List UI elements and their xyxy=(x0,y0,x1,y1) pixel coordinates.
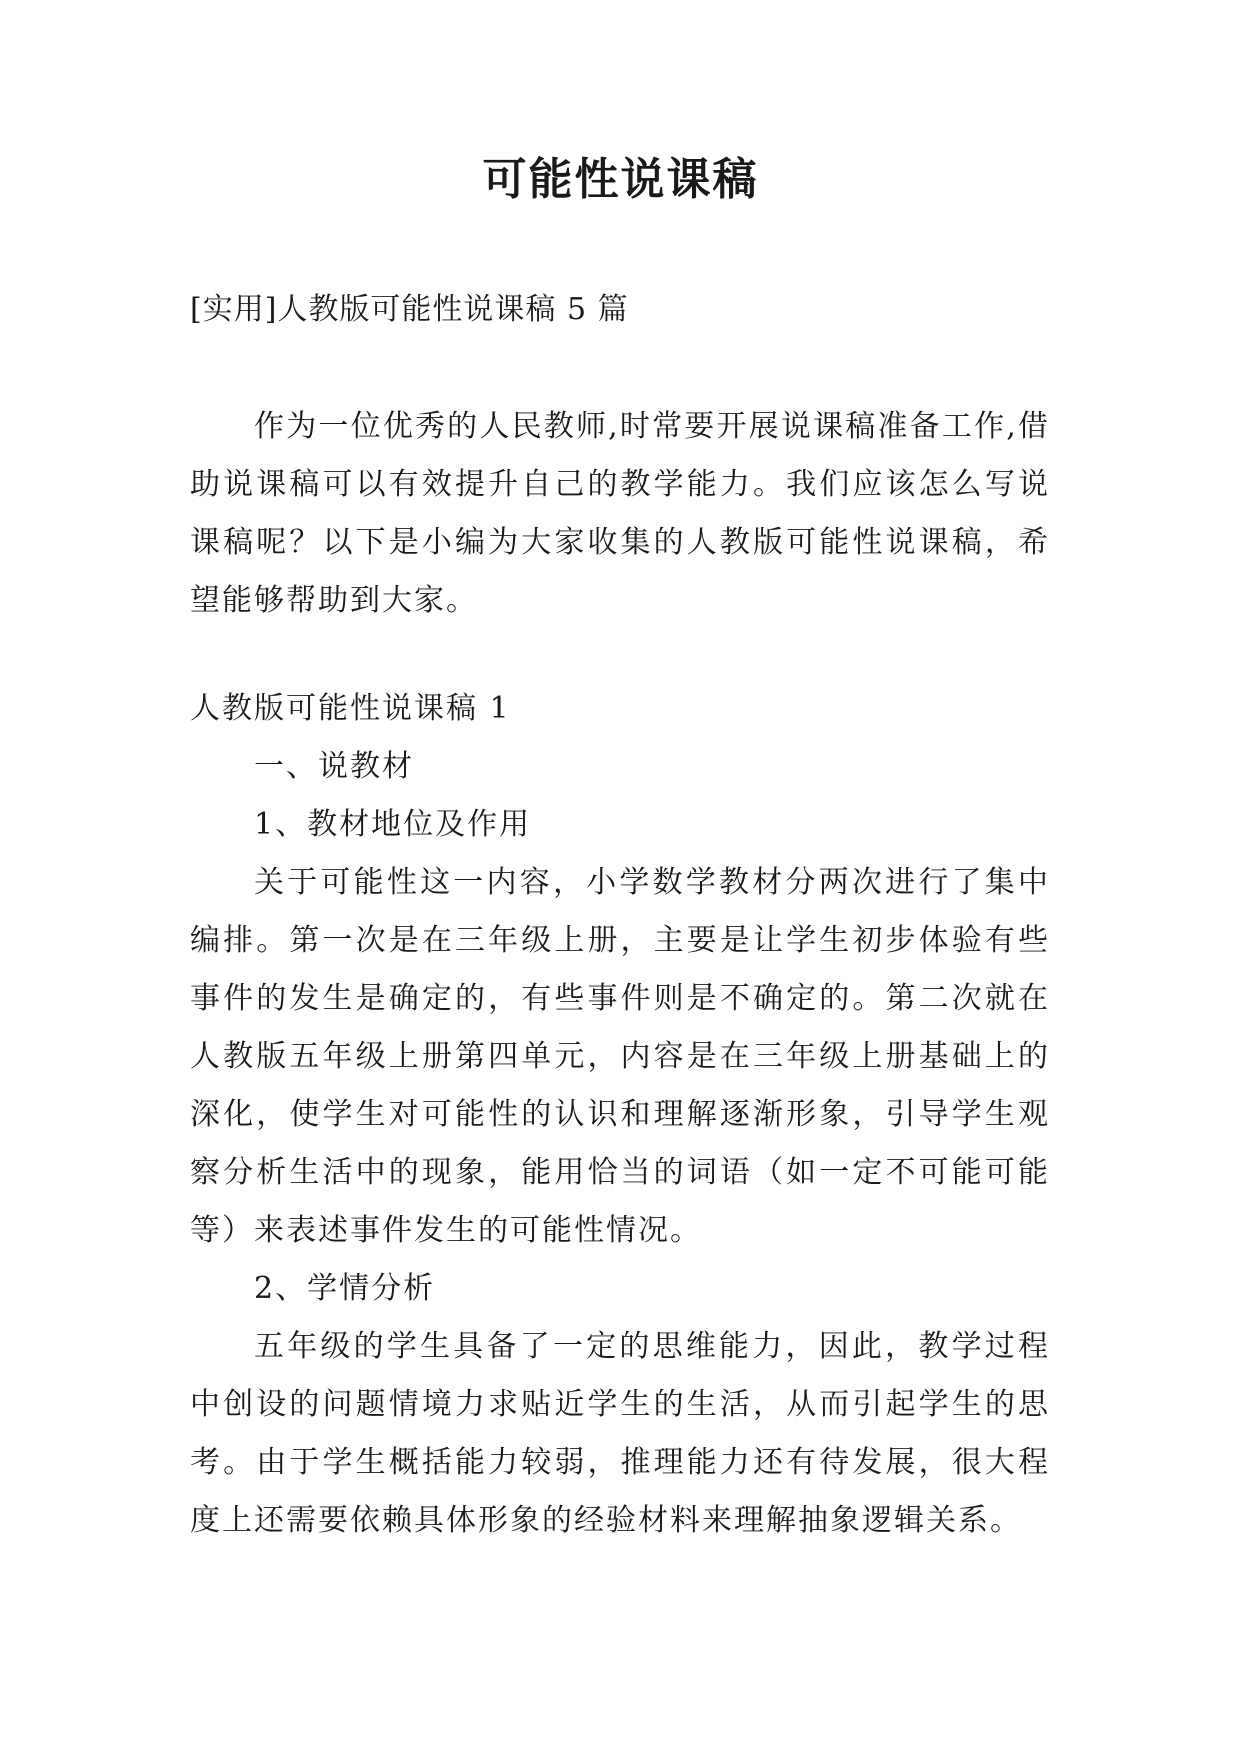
subsection-heading-1: 1、教材地位及作用 xyxy=(254,807,532,842)
intro-section xyxy=(190,398,1050,630)
section-heading: 人教版可能性说课稿 1 xyxy=(190,691,511,726)
subsection-heading-2: 2、学情分析 xyxy=(254,1271,436,1306)
intro-paragraph: 作为一位优秀的人民教师,时常要开展说课稿准备工作,借助说课稿可以有效提升自己的教学能力。我们应该怎么写说课稿呢？以下是小编为大家收集的人教版可能性说课稿，希望能够帮助到大家。 xyxy=(190,409,1050,618)
subsection-paragraph-2: 五年级的学生具备了一定的思维能力，因此，教学过程中创设的问题情境力求贴近学生的生活，从而引起学生的思考。由于学生概括能力较弱，推理能力还有待发展，很大程度上还需要依赖具体形象的经验材料来理解抽象逻辑关系。 xyxy=(190,1329,1050,1538)
body-section xyxy=(190,680,1050,1550)
document-subtitle: [实用]人教版可能性说课稿 5 篇 xyxy=(190,292,629,327)
subsection-paragraph-1: 关于可能性这一内容，小学数学教材分两次进行了集中编排。第一次是在三年级上册，主要是让学生初步体验有些事件的发生是确定的，有些事件则是不确定的。第二次就在人教版五年级上册第四单元，内容是在三年级上册基础上的深化，使学生对可能性的认识和理解逐渐形象，引导学生观察分析生活中的现象，能用恰当的词语（如一定不可能可能等）来表述事件发生的可能性情况。 xyxy=(190,865,1050,1248)
part-heading: 一、说教材 xyxy=(254,749,414,784)
document-title: 可能性说课稿 xyxy=(482,154,759,205)
